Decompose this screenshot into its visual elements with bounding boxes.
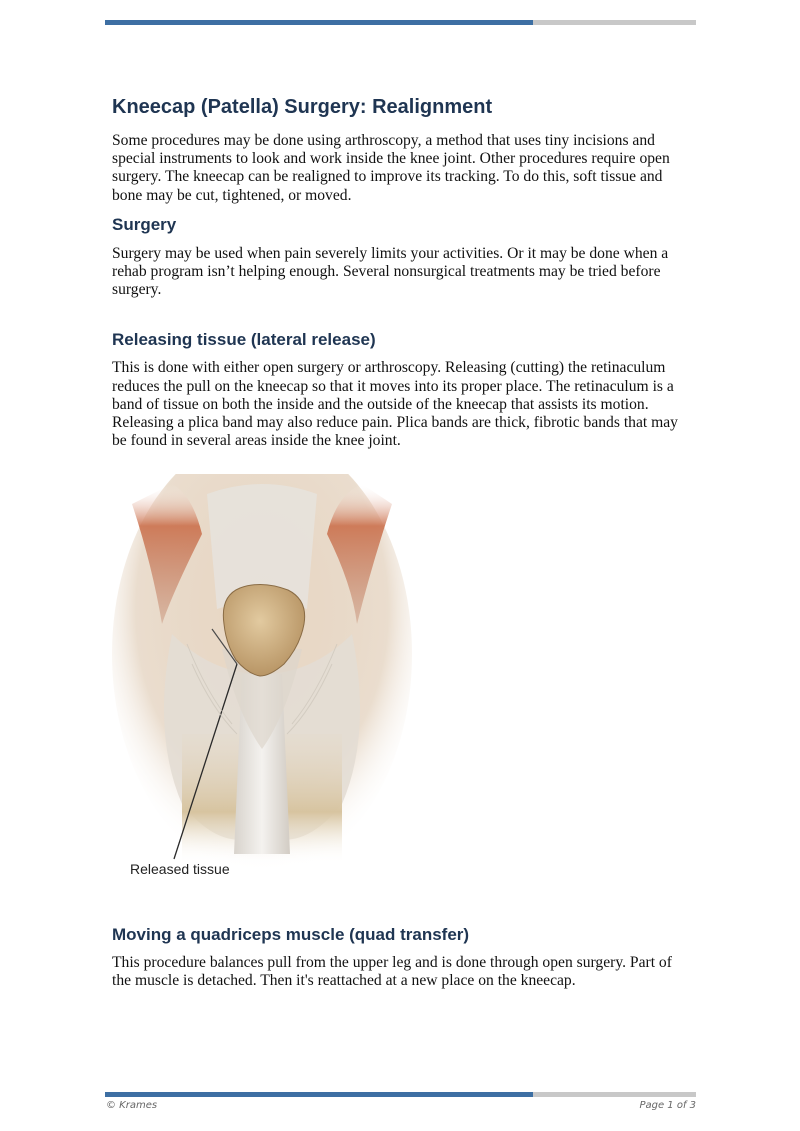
knee-illustration xyxy=(112,474,412,884)
section-body-lateral-release: This is done with either open surgery or arthroscopy. Releasing (cutting) the retinaculum reduces the pull on the kneecap so that it moves into its proper place. The retinaculum is a band of tissue on both the inside and the outside of the kneecap that assists its motion. Releasing a plica band may also reduce pain. Plica bands are thick, fibrotic bands that may be found in several areas inside the knee joint. xyxy=(112,359,678,450)
section-heading-lateral-release: Releasing tissue (lateral release) xyxy=(112,330,376,350)
intro-paragraph: Some procedures may be done using arthroscopy, a method that uses tiny incisions and special instruments to look and work inside the knee joint. Other procedures require open surgery. The kneecap can be realigned to improve its tracking. To do this, soft tissue and bone may be cut, tightened, or moved. xyxy=(112,132,670,204)
footer-rule xyxy=(105,1092,696,1097)
footer-rule-fill xyxy=(105,1092,533,1097)
section-body-surgery: Surgery may be used when pain severely limits your activities. Or it may be done when a rehab program isn’t helping enough. Several nonsurgical treatments may be tried before surgery. xyxy=(112,244,669,299)
footer-copyright: © Krames xyxy=(106,1100,158,1111)
header-rule-fill xyxy=(105,20,533,25)
figure-label-released-tissue: Released tissue xyxy=(130,861,230,877)
footer-page-number: Page 1 of 3 xyxy=(639,1100,696,1111)
page-title: Kneecap (Patella) Surgery: Realignment xyxy=(112,96,493,118)
document-body xyxy=(112,94,692,450)
knee-illustration-svg xyxy=(112,474,412,884)
section-heading-quad-transfer: Moving a quadriceps muscle (quad transfer) xyxy=(112,925,470,944)
section-body-quad-transfer: This procedure balances pull from the upper leg and is done through open surgery. Part of the muscle is detached. Then it's reattached at a new place on the kneecap. xyxy=(112,954,672,990)
header-rule xyxy=(105,20,696,25)
section-heading-surgery: Surgery xyxy=(112,214,177,234)
quad-transfer-section xyxy=(112,924,692,990)
